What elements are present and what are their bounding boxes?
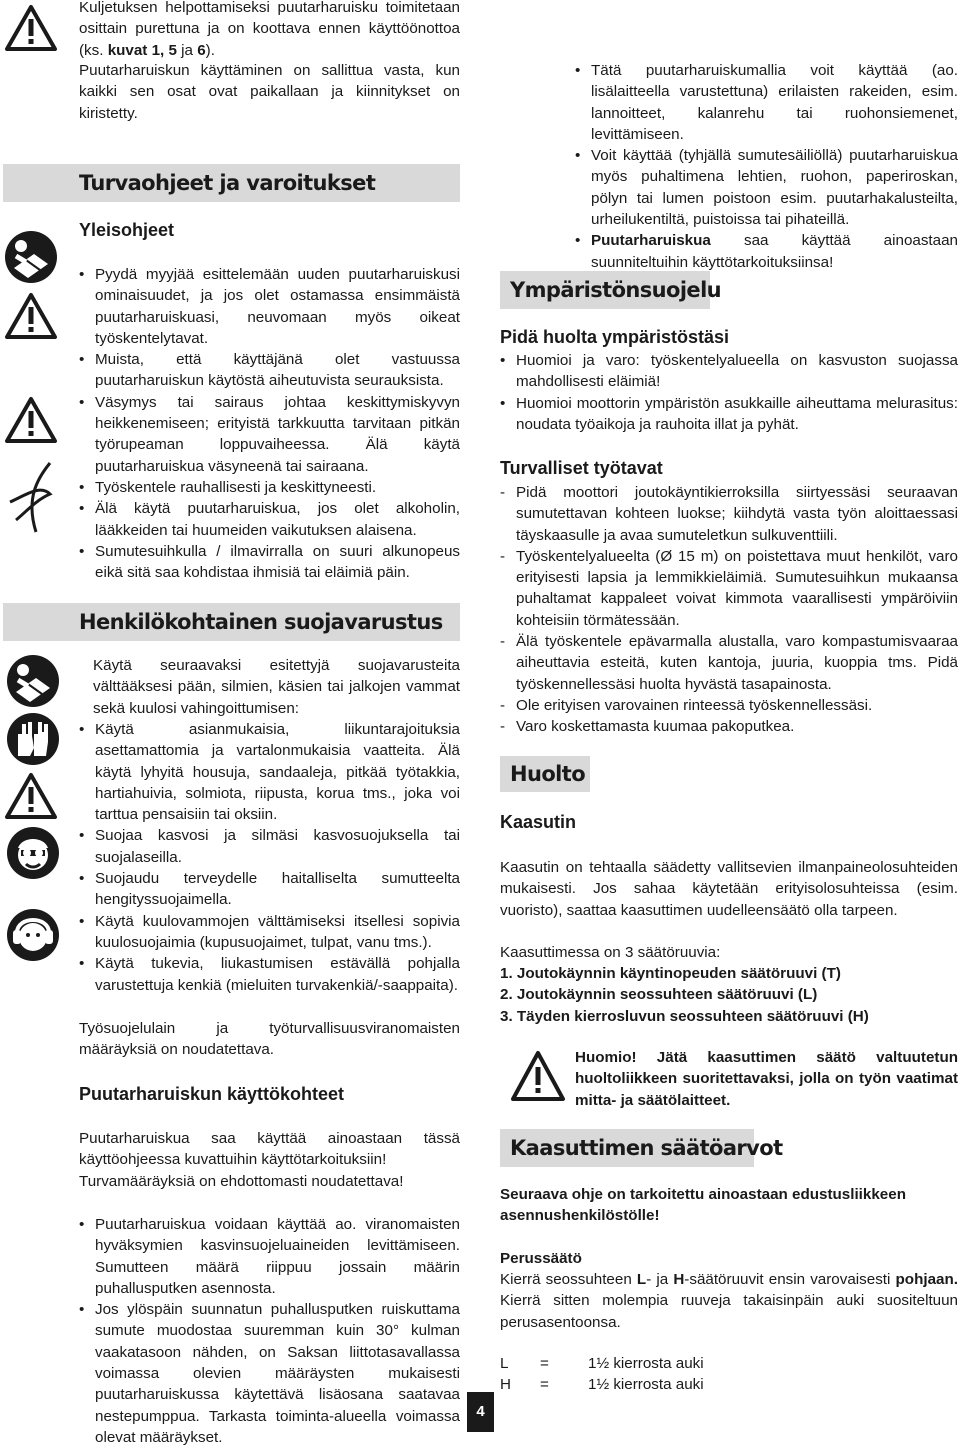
basic-heading: Perussäätö	[500, 1250, 582, 1267]
list-item: • Voit käyttää (tyhjällä sumutesäiliöllä) puutarharuiskua myös puhaltimena lehtien, ruohon, paperiroskan, pölyn tai lumen poistoon esim. puutarhakalusteilta, urheilukentiltä, puistoissa tai pihateillä.	[575, 145, 958, 230]
env-title: Ympäristönsuojelu	[510, 278, 722, 302]
face-shield-icon	[6, 826, 60, 880]
warning-icon	[4, 4, 58, 52]
ear-protection-icon	[6, 908, 60, 962]
screws-list	[500, 963, 958, 1027]
ppe-title-bar	[3, 603, 460, 641]
list-item: - Pidä moottori joutokäyntikierroksilla siirtyessäsi seuraavan sumutettavan kohteen luokse; kiihdytä vasta työn aloittaessasi täyskaasulle ja avaa sumuteletkun sulkuventtiili.	[500, 482, 958, 546]
list-item: • Muista, että käyttäjänä olet vastuussa puutarharuiskun käytöstä aiheutuvista seurauksista.	[79, 349, 460, 392]
worksafe-heading: Turvalliset työtavat	[500, 458, 663, 478]
warning-icon	[4, 292, 58, 340]
list-item: • Pyydä myyjää esittelemään uuden puutarharuiskusi ominaisuudet, ja jos olet ostamassa ensimmäistä puutarharuiskuasi, neuvomaan myös oikeat työskentelytavat.	[79, 264, 460, 349]
settings-eq: =	[540, 1355, 549, 1372]
list-item: • Käytä kuulovammojen välttämiseksi itsellesi sopivia kuulosuojaimia (kupusuojaimet, tulpat, vanu tms.).	[79, 911, 460, 954]
maint-title-bar	[500, 756, 590, 792]
usage-heading: Puutarharuiskun käyttökohteet	[79, 1084, 345, 1104]
screw-item: 1. Joutokäynnin käyntinopeuden säätöruuvi (T)	[500, 965, 841, 982]
warning-icon	[4, 772, 58, 820]
no-alcohol-icon	[6, 460, 60, 534]
list-item: - Työskentelyalueelta (Ø 15 m) on poistettava muut henkilöt, varo erityisesti lapsia ja lemmikkieläimiä. Sumutesuihkun mukaansa puhaltamat kappaleet voivat kimmota vaarallisesti ympäröiviin kohteisiin törmätessään.	[500, 546, 958, 631]
usage-permission-paragraph: Puutarharuiskun käyttäminen on sallittua vasta, kun kaikki sen osat ovat paikallaan ja kiinnitykset on kiristetty.	[79, 62, 460, 122]
list-item: • Huomioi ja varo: työskentelyalueella on kasvuston suojassa mahdollisesti eläimiä!	[500, 350, 958, 393]
ppe-title: Henkilökohtainen suojavarustus	[79, 610, 443, 634]
usage-continuation	[575, 0, 958, 61]
list-item: • Tätä puutarharuiskumallia voit käyttää (ao. lisälaitteella varustettuna) erilaisten rakeiden, esim. lannoitteet, kalanrehu tai ruohonsiemenet, levittämiseen.	[575, 60, 958, 145]
maint-title: Huolto	[510, 762, 586, 786]
env-title-bar	[500, 271, 722, 309]
settings-key: H	[500, 1376, 511, 1393]
settings-row	[500, 1353, 800, 1374]
settings-value: 1½ kierrosta auki	[588, 1355, 704, 1372]
read-manual-icon	[4, 230, 58, 284]
list-item: - Älä työskentele epävarmalla alustalla, varo kompastumisvaaraa aiheuttavia esteitä, kuten kantoja, juuria, kuoppia tms. Pidä työskennellessäsi huolta hyvästä tasapainosta.	[500, 631, 958, 695]
list-item: • Käytä tukevia, liukastumisen estävällä pohjalla varustettuja kenkiä (mieluiten turvakenkiä/-saappaita).	[79, 953, 460, 996]
safety-title: Turvaohjeet ja varoitukset	[79, 171, 376, 195]
list-item: • Työskentele rauhallisesti ja keskittyneesti.	[79, 477, 460, 498]
ppe-intro: Käytä seuraavaksi esitettyjä suojavarusteita välttääksesi pään, silmien, käsien tai jalkojen vammat sekä kuulosi vahingoittumisen:	[93, 657, 460, 717]
ppe-regulation-note: Työsuojelulain ja työturvallisuusviranomaisten määräyksiä on noudatettava.	[79, 1020, 460, 1059]
screws-intro: Kaasuttimessa on 3 säätöruuvia:	[500, 944, 721, 961]
carb-heading: Kaasutin	[500, 812, 577, 832]
settings-table	[500, 1353, 800, 1395]
usage-list-right	[575, 60, 958, 273]
carb-adj-title: Kaasuttimen säätöarvot	[510, 1136, 783, 1160]
list-item: • Älä käytä puutarharuiskua, jos olet alkoholin, lääkkeiden tai huumeiden vaikutuksen alaisena.	[79, 498, 460, 541]
list-item: - Ole erityisen varovainen rinteessä työskennellessäsi.	[500, 695, 958, 716]
safety-title-bar	[3, 164, 460, 202]
carb-warning: Huomio! Jätä kaasuttimen säätö valtuutetun huoltoliikkeen suoritettavaksi, jolla on työn vaatimat mitta- ja säätölaitteet.	[575, 1049, 958, 1109]
list-item: • Puutarharuiskua voidaan käyttää ao. viranomaisten hyväksymien kasvinsuojeluaineiden levittämiseen. Sumutteen määrä riippuu jossain määrin puhallusputken asennosta.	[79, 1214, 460, 1299]
list-item: • Suojaudu terveydelle haitalliselta sumutteelta hengityssuojaimella.	[79, 868, 460, 911]
list-item: • Väsymys tai sairaus johtaa keskittymiskyvyn heikkenemiseen; erityistä tarkkuutta tarvitaan pitkän työrupeaman loppuvaiheessa. Älä käytä puutarharuiskua väsyneenä tai sairaana.	[79, 392, 460, 477]
env-heading: Pidä huolta ympäristöstäsi	[500, 327, 730, 347]
list-item: • Sumutesuihkulla / ilmavirralla on suuri alkunopeus eikä sitä saa kohdistaa ihmisiä tai eläimiä päin.	[79, 541, 460, 584]
list-item: • Suojaa kasvosi ja silmäsi kasvosuojuksella tai suojalaseilla.	[79, 825, 460, 868]
settings-eq: =	[540, 1376, 549, 1393]
carb-adj-note: Seuraava ohje on tarkoitettu ainoastaan edustusliikkeen asennushenkilöstölle!	[500, 1186, 906, 1225]
gloves-icon	[6, 712, 60, 766]
list-item: • Huomioi moottorin ympäristön asukkaille aiheuttama melurasitus: noudata työaikoja ja rauhoita illat ja pyhät.	[500, 393, 958, 436]
settings-key: L	[500, 1355, 509, 1372]
page-number: 4	[467, 1392, 494, 1432]
list-item: - Varo koskettamasta kuumaa pakoputkea.	[500, 716, 958, 737]
general-heading: Yleisohjeet	[79, 220, 175, 240]
screw-item: 3. Täyden kierrosluvun seossuhteen säätöruuvi (H)	[500, 1007, 869, 1025]
env-list	[500, 350, 958, 435]
list-item: • Käytä asianmukaisia, liikuntarajoituksia asettamattomia ja vartalonmukaisia vaatteita. Älä käytä lyhyitä housuja, sandaaleja, pitkää työtakkia, hartiahuivia, solmiota, riipusta, korua tms., joka voi tarttua pensaisiin tai oksiin.	[79, 719, 460, 825]
settings-value: 1½ kierrosta auki	[588, 1376, 704, 1393]
ppe-list	[79, 719, 460, 996]
carb-paragraph: Kaasutin on tehtaalla säädetty vallitsevien ilmanpaineolosuhteiden mukaisesti. Jos sahaa käytetään erityisolosuhteissa (esim. vuoristo), saattaa kaasuttimen uudelleensäätö olla tarpeen.	[500, 859, 958, 919]
general-list	[79, 264, 460, 583]
assembly-paragraph: Kuljetuksen helpottamiseksi puutarharuisku toimitetaan osittain purettuna ja on koottava ennen käyttöönottoa (ks. kuvat 1, 5 ja 6).	[79, 0, 460, 59]
usage-paragraph-2: Turvamääräyksiä on ehdottomasti noudatettava!	[79, 1173, 404, 1190]
worksafe-list	[500, 482, 958, 738]
usage-list-left	[79, 1214, 460, 1448]
warning-icon	[4, 396, 58, 444]
usage-paragraph-1: Puutarharuiskua saa käyttää ainoastaan tässä käyttöohjeessa kuvattuihin käyttötarkoituksiin!	[79, 1130, 460, 1169]
basic-paragraph: Kierrä seossuhteen L- ja H-säätöruuvit ensin varovaisesti pohjaan. Kierrä sitten molempia ruuveja takaisinpäin auki suositeltuun perusasentoonsa.	[500, 1271, 958, 1331]
screw-item: 2. Joutokäynnin seossuhteen säätöruuvi (L)	[500, 986, 818, 1004]
read-manual-icon	[6, 654, 60, 708]
carb-adj-title-bar	[500, 1129, 783, 1167]
settings-row	[500, 1374, 800, 1395]
list-item: • Jos ylöspäin suunnatun puhallusputken ruiskuttama sumute muodostaa suuremman kuin 30° kulman vaakatasoon nähden, on Saksan liittotasavallassa voimassa olevien määräysten mukaisesti puutarharuiskussa käytettävä lisäosana saatavaa nestepumppua. Tarkasta toiminta-alueella voimassa olevat määräykset.	[79, 1299, 460, 1448]
list-item: • Puutarharuiskua saa käyttää ainoastaan suunniteltuihin käyttötarkoituksiinsa!	[575, 230, 958, 273]
warning-icon	[510, 1050, 566, 1102]
